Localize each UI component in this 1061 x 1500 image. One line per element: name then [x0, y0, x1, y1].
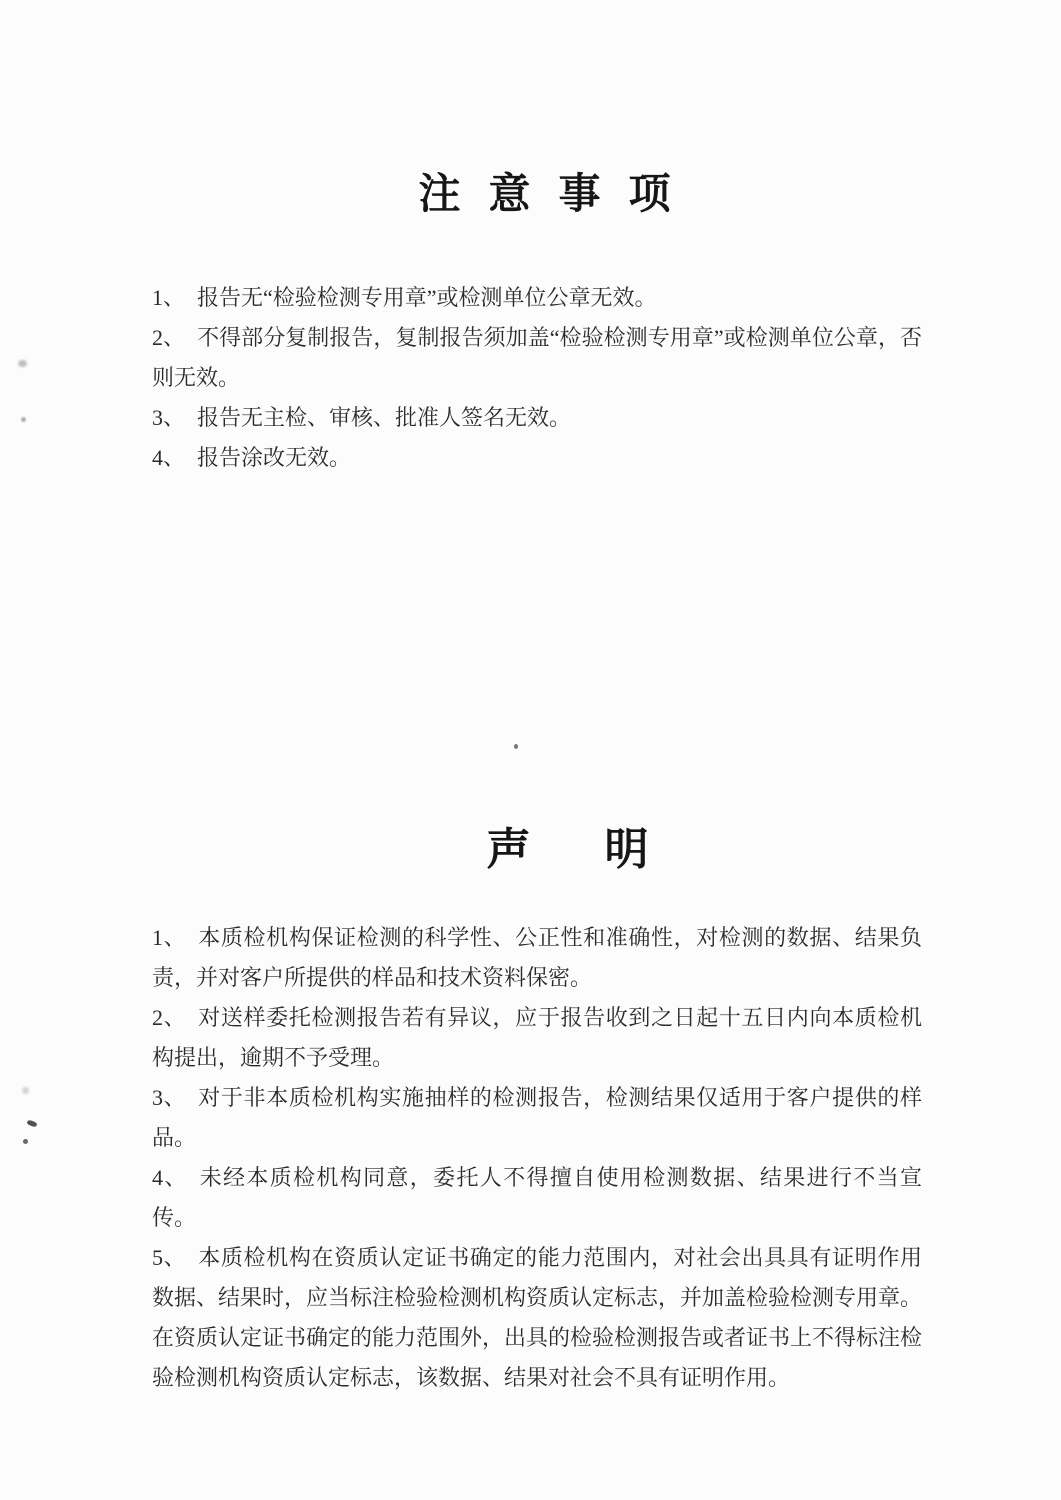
item-number: 3、 [152, 1085, 187, 1110]
item-text: 本质检机构保证检测的科学性、公正性和准确性，对检测的数据、结果负责，并对客户所提供的样品和技术资料保密。 [152, 925, 922, 990]
item-number: 2、 [152, 325, 186, 350]
item-number: 2、 [152, 1005, 187, 1030]
item-number: 4、 [152, 1165, 188, 1190]
item-text: 报告无“检验检测专用章”或检测单位公章无效。 [197, 285, 657, 310]
statement-item [152, 1078, 922, 1158]
item-text: 未经本质检机构同意，委托人不得擅自使用检测数据、结果进行不当宣传。 [152, 1165, 922, 1230]
notice-item [152, 398, 922, 438]
statement-item [152, 1238, 922, 1398]
scan-speck [23, 1139, 28, 1144]
item-number: 1、 [152, 925, 187, 950]
statement-list [152, 918, 922, 1398]
notice-title: 注意事项 [418, 172, 699, 218]
item-text: 本质检机构在资质认定证书确定的能力范围内，对社会出具具有证明作用数据、结果时，应当标注检验检测机构资质认定标志，并加盖检验检测专用章。在资质认定证书确定的能力范围外，出具的检验检测报告或者证书上不得标注检验检测机构资质认定标志，该数据、结果对社会不具有证明作用。 [152, 1245, 923, 1390]
statement-item [152, 918, 922, 998]
item-text: 报告涂改无效。 [197, 445, 352, 470]
notice-item [152, 318, 922, 398]
item-text: 对送样委托检测报告若有异议，应于报告收到之日起十五日内向本质检机构提出，逾期不予受理。 [152, 1005, 922, 1070]
item-text: 报告无主检、审核、批准人签名无效。 [197, 405, 572, 430]
statement-item [152, 998, 922, 1078]
item-number: 5、 [152, 1245, 187, 1270]
scan-speck [21, 417, 26, 422]
statement-item [152, 1158, 922, 1238]
item-number: 3、 [152, 405, 186, 430]
scan-speck [18, 360, 27, 367]
scan-speck [26, 1119, 37, 1127]
item-text: 不得部分复制报告，复制报告须加盖“检验检测专用章”或检测单位公章，否则无效。 [152, 325, 922, 390]
notice-list [152, 278, 922, 478]
notice-item [152, 438, 922, 478]
scan-speck [514, 744, 518, 749]
item-number: 1、 [152, 285, 186, 310]
statement-title: 声明 [486, 825, 723, 874]
item-text: 对于非本质检机构实施抽样的检测报告，检测结果仅适用于客户提供的样品。 [152, 1085, 922, 1150]
item-number: 4、 [152, 445, 186, 470]
scan-speck [22, 1087, 29, 1094]
notice-item [152, 278, 922, 318]
